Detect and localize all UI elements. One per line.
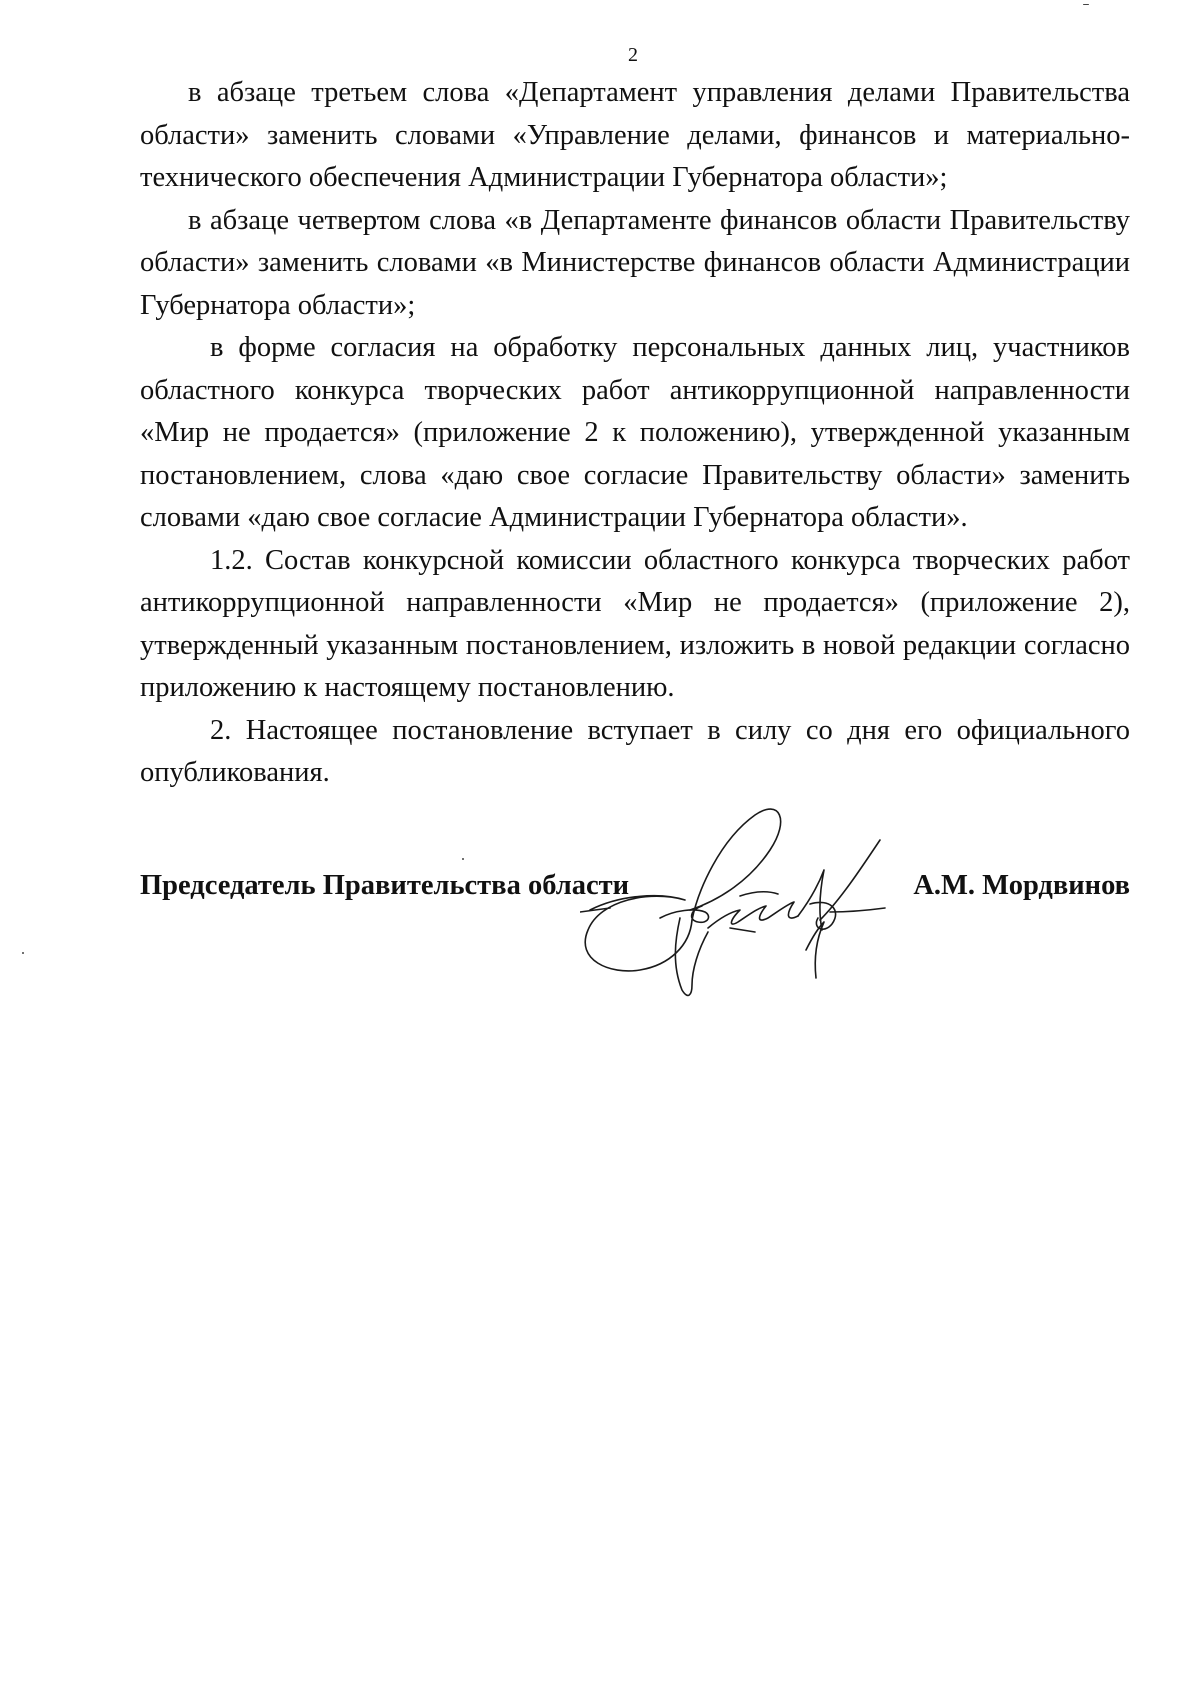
paragraph-3: в форме согласия на обработку персональных данных лиц, участников областного конкурса творческих работ антикоррупционной направленности «Мир не продается» (приложение 2 к положению), утвержденной указанным постановлением, слова «даю свое согласие Правительству области» заменить словами «даю свое согласие Администрации Губернатора области». <box>140 332 1130 533</box>
handwritten-signature <box>580 800 940 1010</box>
paragraph-2: в абзаце четвертом слова «в Департаменте финансов области Правительству области» заменить словами «в Министерстве финансов области Администрации Губернатора области»; <box>140 204 1130 321</box>
document-body <box>140 72 1130 795</box>
paragraph-5: 2. Настоящее постановление вступает в силу со дня его официального опубликования. <box>140 714 1130 788</box>
paragraph-4: 1.2. Состав конкурсной комиссии областного конкурса творческих работ антикоррупционной направленности «Мир не продается» (приложение 2), утвержденный указанным постановлением, изложить в новой редакции согласно приложению к настоящему постановлению. <box>140 544 1130 703</box>
scan-speck <box>1083 4 1089 5</box>
signatory-title: Председатель Правительства области <box>140 870 630 901</box>
paragraph-1: в абзаце третьем слова «Департамент управления делами Правительства области» заменить словами «Управление делами, финансов и материально-технического обеспечения Администрации Губернатора области»; <box>140 77 1130 193</box>
signatory-name: А.М. Мордвинов <box>913 870 1130 901</box>
page-number: 2 <box>628 44 638 66</box>
scan-speck <box>462 858 464 860</box>
scan-speck <box>22 952 24 954</box>
